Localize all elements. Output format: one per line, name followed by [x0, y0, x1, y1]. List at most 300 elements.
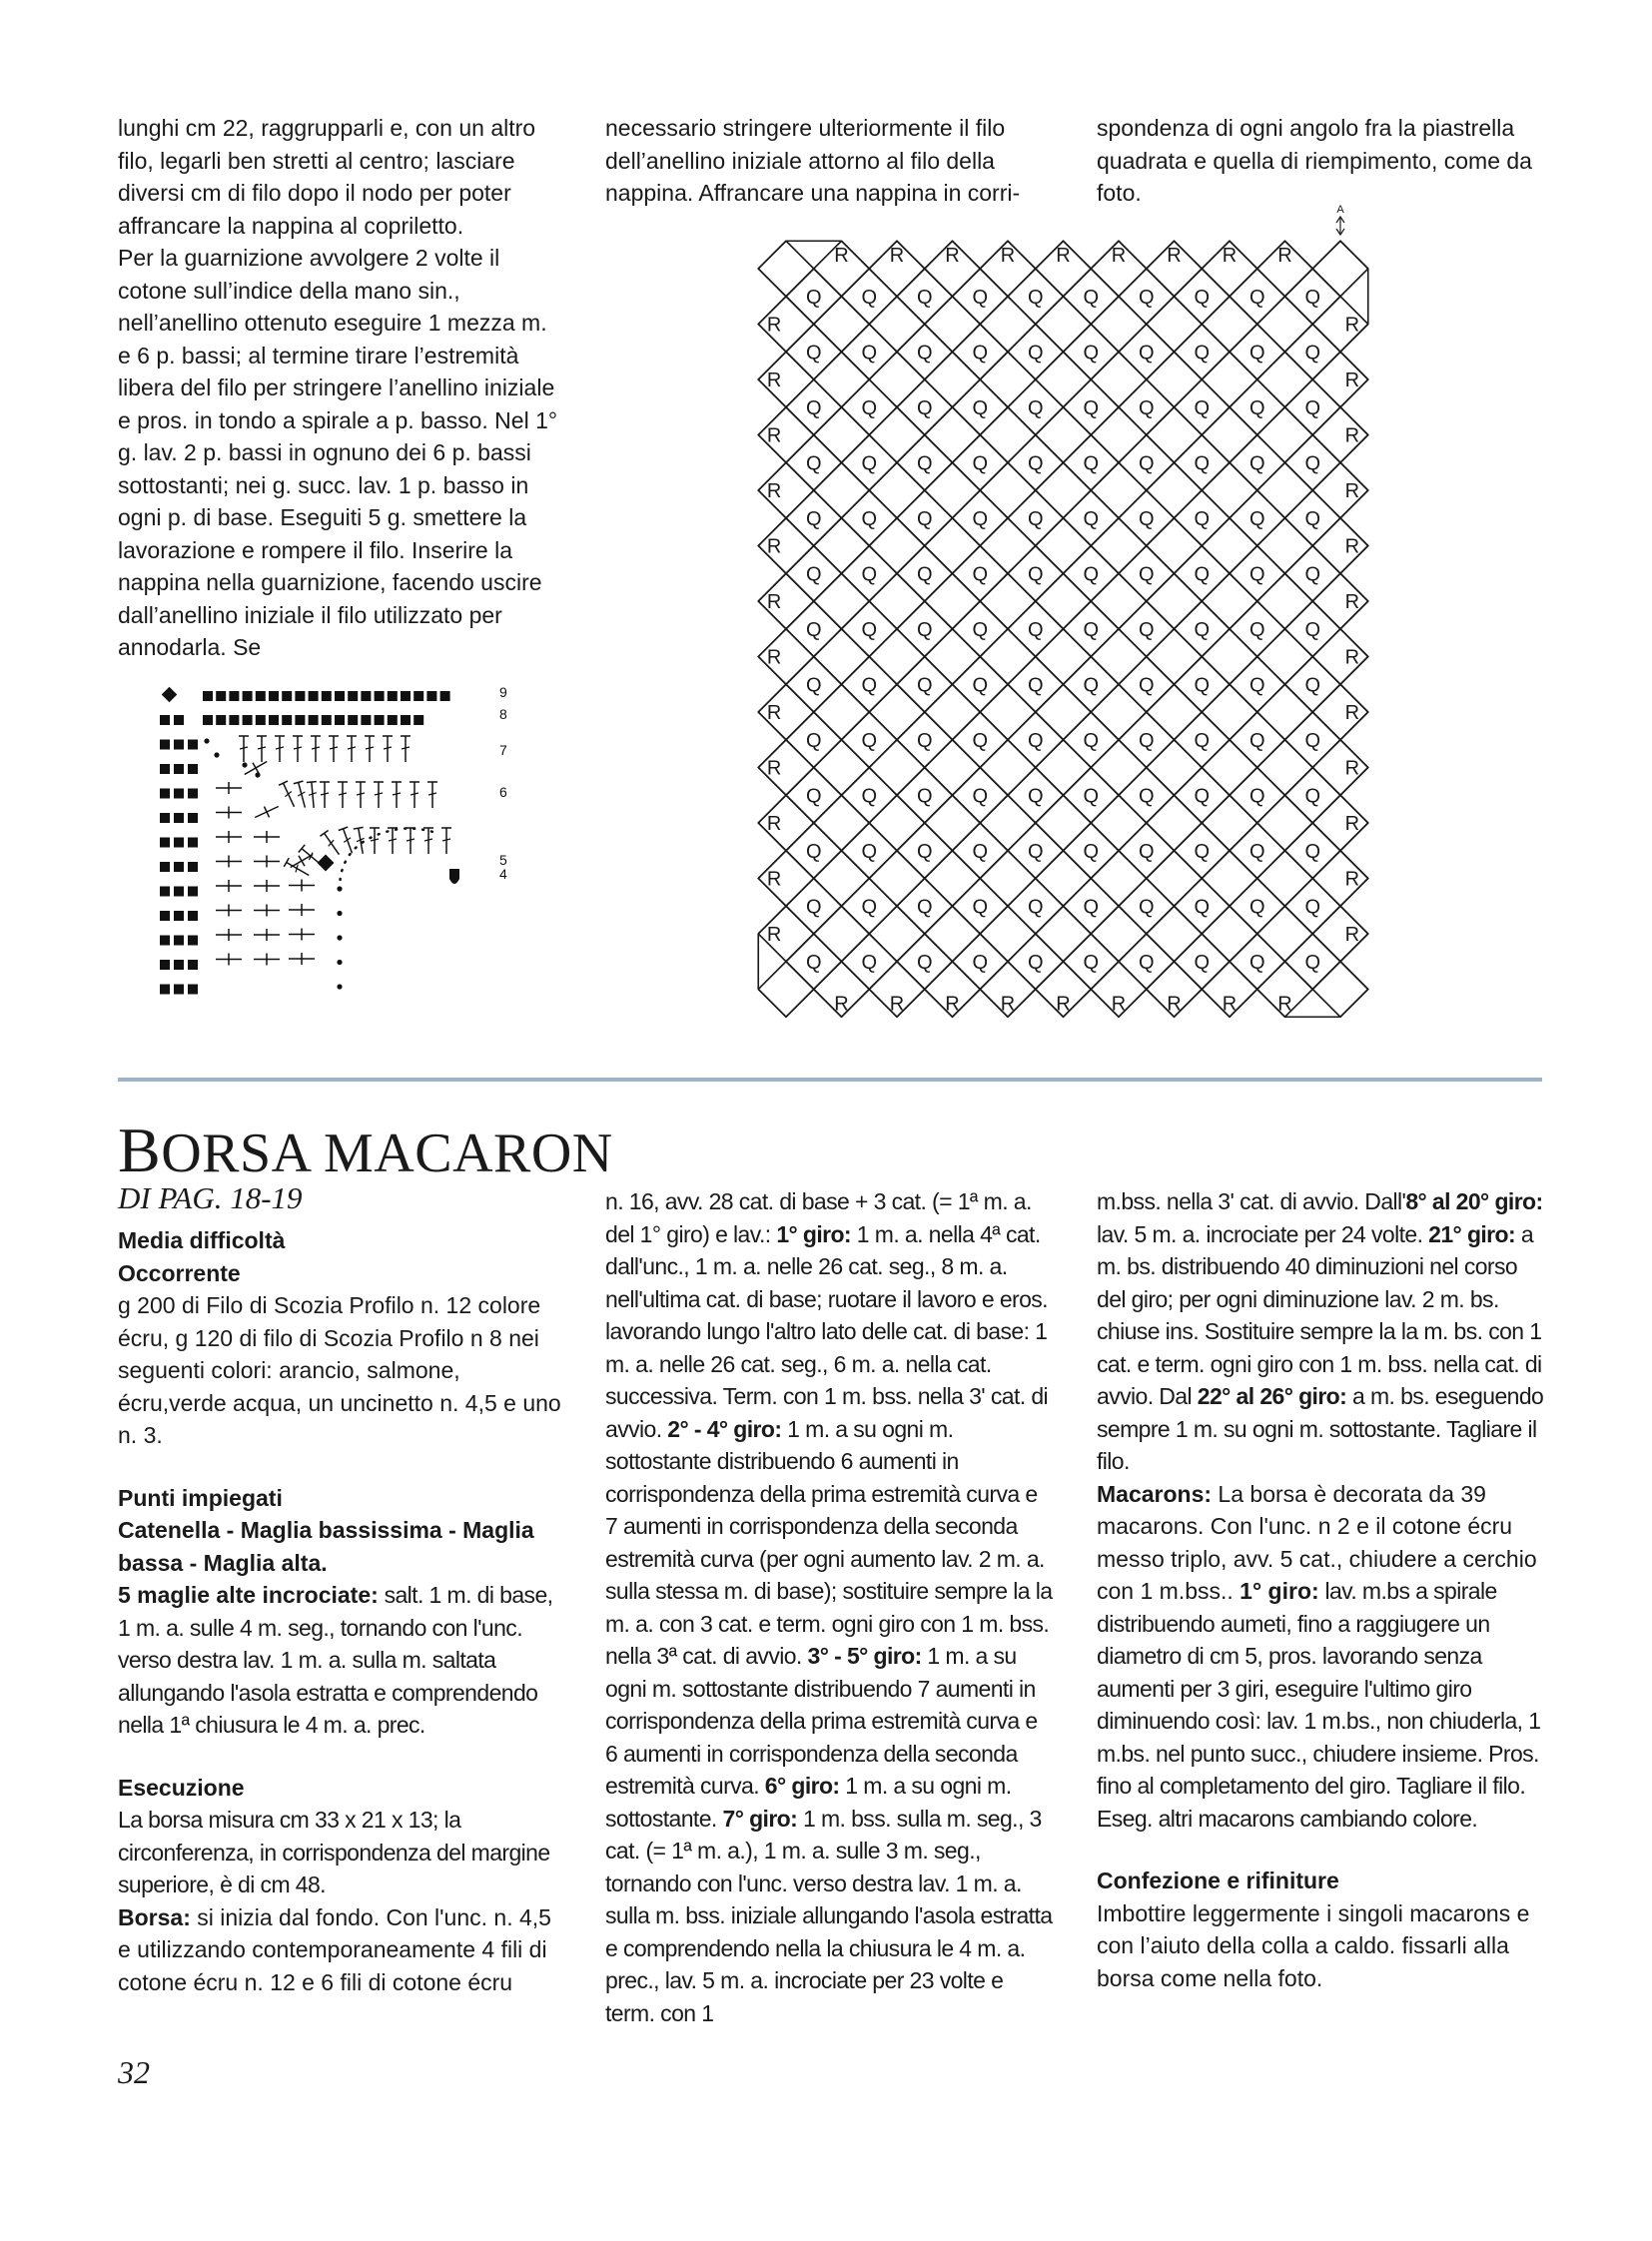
paragraph: Per la guarnizione avvolgere 2 volte il cotone sull’indice della mano sin., nell’anellino ottenuto eseguire 1 mezza m. e 6 p. bassi; al termine tirare l’estremità libera del filo per stringere l’anellino iniziale e pros. in tondo a spirale a p. basso. Nel 1° g. lav. 2 p. bassi in ognuno dei 6 p. bassi sottostanti; nei g. succ. lav. 1 p. basso in ogni p. di base. Eseguiti 5 g. smettere la lavorazione e rompere il filo. Inserire la nappina nella guarnizione, facendo uscire dall’anellino iniziale il filo utilizzato per annodarla. Se	[118, 245, 558, 660]
chain-stitch	[269, 691, 279, 701]
square-label: Q	[1027, 840, 1044, 863]
square-label: Q	[1248, 785, 1265, 808]
square-label: Q	[1304, 896, 1321, 919]
filler-label: R	[834, 245, 849, 268]
filler-label: R	[1344, 370, 1360, 391]
chain-stitch	[188, 960, 198, 970]
chain-stitch	[348, 715, 358, 725]
square-label: Q	[861, 951, 878, 974]
slip-stitch	[337, 935, 342, 940]
square-label: Q	[861, 342, 878, 365]
square-label: Q	[861, 452, 878, 475]
treble-stitch	[441, 828, 451, 854]
square-label: Q	[1083, 674, 1100, 697]
square-label: Q	[1027, 507, 1044, 530]
single-crochet	[216, 831, 242, 843]
chain-stitch	[174, 789, 184, 799]
needed-text: g 200 di Filo di Scozia Profilo n. 12 colore écru, g 120 di filo di Scozia Profilo n 8 nei seguenti colori: arancio, salmone, écru,verde acqua, un uncinetto n. 4,5 e uno n. 3.	[118, 1292, 561, 1448]
grid-line	[1340, 241, 1368, 269]
square-label: Q	[1138, 840, 1155, 863]
square-label: Q	[1194, 729, 1211, 752]
treble-stitch	[284, 858, 312, 880]
bottom-column-1	[118, 1224, 562, 1998]
square-label: Q	[1083, 452, 1100, 475]
square-label: Q	[1248, 618, 1265, 641]
chain-stitch	[269, 715, 279, 725]
single-crochet	[216, 954, 242, 966]
top-column-1	[118, 112, 562, 664]
chain-stitch	[426, 691, 436, 701]
square-label: Q	[805, 618, 822, 641]
treble-stitch	[370, 828, 380, 854]
chain-stitch	[188, 936, 198, 946]
chain-stitch	[295, 715, 305, 725]
filler-label: R	[1167, 993, 1182, 1016]
square-label: Q	[805, 785, 822, 808]
macarons: Macarons: La borsa è decorata da 39 macarons. Con l'unc. n 2 e il cotone écru messo triplo, avv. 5 cat., chiudere a cerchio con 1 m.bss.. 1° giro: lav. m.bs a spirale distribuendo aumeti, fino a raggiugere un diametro di cm 5, pros. lavorando senza aumenti per 3 giri, eseguire l'ultimo giro diminuendo così: lav. 1 m.bs., non chiuderla, 1 m.bs. nel punto succ., chiudere insieme. Pros. fino al completamento del giro. Tagliare il filo. Eseg. altri macarons cambiando colore.	[1097, 1480, 1541, 1832]
instructions: m.bss. nella 3' cat. di avvio. Dall'8° al 20° giro: lav. 5 m. a. incrociate per 24 volte. 21° giro: a m. bs. distribuendo 40 diminuzioni nel corso del giro; per ogni diminuzione lav. 2 m. bs. chiuse ins. Sostituire sempre la la m. bs. con 1 cat. e term. ogni giro con 1 m. bss. nella cat. di avvio. Dal 22° al 26° giro: a m. bs. eseguendo sempre 1 m. su ogni m. sottostante. Tagliare il filo.	[1097, 1188, 1544, 1474]
square-label: Q	[1194, 396, 1211, 419]
square-label: Q	[1194, 342, 1211, 365]
chain-stitch	[413, 715, 423, 725]
bag-text: Borsa: si inizia dal fondo. Con l'unc. n. 4,5 e utilizzando contemporaneamente 4 fili di cotone écru n. 12 e 6 fili di cotone écru	[118, 1903, 551, 1995]
square-label: Q	[1248, 342, 1265, 365]
chain-stitch	[375, 691, 385, 701]
filler-label: R	[1222, 245, 1238, 268]
square-label: Q	[1138, 452, 1155, 475]
slip-stitch	[255, 772, 260, 777]
square-label: Q	[972, 674, 989, 697]
square-label: Q	[916, 896, 933, 919]
row-label: 6	[499, 784, 507, 800]
diamond-layout-grid	[719, 205, 1398, 1044]
square-label: Q	[916, 674, 933, 697]
filler-label: R	[834, 993, 849, 1016]
filler-label: R	[1344, 591, 1360, 613]
square-label: Q	[1248, 951, 1265, 974]
square-label: Q	[1138, 618, 1155, 641]
filler-label: R	[1000, 245, 1016, 268]
paragraph: spondenza di ogni angolo fra la piastrella quadrata e quella di riempimento, come da foto.	[1097, 115, 1532, 206]
square-label: Q	[861, 396, 878, 419]
single-crochet	[216, 782, 242, 794]
single-crochet	[288, 849, 317, 872]
top-column-3	[1097, 112, 1544, 210]
chain-stitch	[188, 911, 198, 921]
square-label: Q	[1138, 896, 1155, 919]
square-label: Q	[861, 563, 878, 586]
grid-line	[786, 990, 814, 1018]
chain-stitch	[174, 813, 184, 823]
filler-label: R	[1277, 993, 1292, 1016]
chain-stitch	[160, 936, 170, 946]
cross-stitch: 5 maglie alte incrociate: salt. 1 m. di base, 1 m. a. sulle 4 m. seg., tornando con l'unc. verso destra lav. 1 m. a. sulla m. saltata allungando l'asola estratta e comprendendo nella 1ª chiusura le 4 m. a. prec.	[118, 1582, 553, 1738]
finish-text: Imbottire leggermente i singoli macarons e con l’aiuto della colla a caldo. fissarli alla borsa come nella foto.	[1097, 1899, 1530, 1991]
square-label: Q	[1083, 563, 1100, 586]
square-label: Q	[861, 840, 878, 863]
square-label: Q	[1248, 563, 1265, 586]
instructions: n. 16, avv. 28 cat. di base + 3 cat. (= 1ª m. a. del 1° giro) e lav.: 1° giro: 1 m. a. nella 4ª cat. dall'unc., 1 m. a. nelle 26 cat. seg., 8 m. a. nell'ultima cat. di base; ruotare il lavoro e eros. lavorando lungo l'altro lato delle cat. di base: 1 m. a. nelle 26 cat. seg., 6 m. a. nella cat. successiva. Term. con 1 m. bss. nella 3' cat. di avvio. 2° - 4° giro: 1 m. a su ogni m. sottostante distribuendo 6 aumenti in corrispondenza della prima estremità curva e 7 aumenti in corrispondenza della seconda estremità curva (per ogni aumento lav. 2 m. a. sulla stessa m. di base); sostituire sempre la la m. a. con 3 cat. e term. ogni giro con 1 m. bss. nella 3ª cat. di avvio. 3° - 5° giro: 1 m. a su ogni m. sottostante distribuendo 7 aumenti in corrispondenza della prima estremità curva e 6 aumenti in corrispondenza della seconda estremità curva. 6° giro: 1 m. a su ogni m. sottostante. 7° giro: 1 m. bss. sulla m. seg., 3 cat. (= 1ª m. a.), 1 m. a. sulle 3 m. seg., tornando con l'unc. verso destra lav. 1 m. a. sulla m. bss. iniziale allungando l'asola estratta e comprendendo nella la chiusura le 4 m. a. prec., lav. 5 m. a. incrociate per 23 volte e term. con 1	[605, 1188, 1053, 2026]
square-label: Q	[861, 507, 878, 530]
square-label: Q	[861, 785, 878, 808]
chain-stitch	[188, 813, 198, 823]
row-label: 8	[499, 706, 507, 722]
square-label: Q	[1304, 729, 1321, 752]
filler-label: R	[766, 646, 782, 669]
square-label: Q	[1194, 896, 1211, 919]
square-label: Q	[1138, 507, 1155, 530]
square-label: Q	[1027, 563, 1044, 586]
square-label: Q	[1248, 396, 1265, 419]
chain-stitch	[203, 691, 213, 701]
square-label: Q	[1083, 507, 1100, 530]
slip-stitch	[214, 752, 219, 757]
treble-stitch	[356, 782, 366, 808]
filler-label: R	[1111, 993, 1127, 1016]
square-label: Q	[1304, 286, 1321, 309]
filler-label: R	[1344, 702, 1360, 724]
single-crochet	[216, 880, 242, 892]
square-label: Q	[1083, 286, 1100, 309]
section-divider	[118, 1078, 1542, 1082]
bottom-column-2	[605, 1185, 1053, 2029]
chain-stitch	[160, 985, 170, 995]
single-crochet	[216, 856, 242, 868]
article-subtitle: DI PAG. 18-19	[118, 1180, 303, 1215]
filler-label: R	[766, 535, 782, 558]
filler-label: R	[1344, 757, 1360, 780]
chain-stitch	[309, 715, 319, 725]
chain-stitch	[361, 691, 371, 701]
treble-stitch	[406, 828, 415, 854]
end-stitch	[449, 869, 459, 884]
square-label: Q	[916, 951, 933, 974]
square-label: Q	[1304, 342, 1321, 365]
square-label: Q	[805, 342, 822, 365]
square-label: Q	[1194, 951, 1211, 974]
grid-line	[1312, 241, 1340, 269]
chain-stitch	[401, 715, 411, 725]
treble-stitch	[338, 782, 348, 808]
square-label: Q	[972, 896, 989, 919]
start-stitch	[162, 687, 178, 703]
square-label: Q	[1083, 342, 1100, 365]
chain-stitch	[174, 985, 184, 995]
exec-heading: Esecuzione	[118, 1774, 245, 1801]
square-label: Q	[1027, 674, 1044, 697]
slip-stitch	[337, 960, 342, 965]
square-label: Q	[805, 674, 822, 697]
chain-stitch	[160, 960, 170, 970]
chain-stitch	[188, 789, 198, 799]
filler-label: R	[1344, 868, 1360, 891]
square-label: Q	[1194, 507, 1211, 530]
square-label: Q	[1083, 618, 1100, 641]
square-label: Q	[1248, 286, 1265, 309]
grid-line	[758, 990, 786, 1018]
single-crochet	[254, 954, 280, 966]
page-number: 32	[118, 2054, 150, 2090]
grid-line	[1312, 990, 1340, 1018]
square-label: Q	[1248, 840, 1265, 863]
square-label: Q	[972, 618, 989, 641]
single-crochet	[254, 831, 280, 843]
chain-stitch	[229, 715, 239, 725]
treble-stitch	[427, 782, 437, 808]
treble-stitch	[239, 736, 249, 762]
filler-label: R	[889, 245, 905, 268]
join-stitch	[318, 855, 335, 872]
slip-stitch	[242, 762, 247, 767]
square-label: Q	[805, 840, 822, 863]
square-label: Q	[1138, 563, 1155, 586]
paragraph: necessario stringere ulteriormente il filo dell’anellino iniziale attorno al filo della nappina. Affrancare una nappina in corri-	[605, 115, 1021, 206]
square-label: Q	[1304, 452, 1321, 475]
square-label: Q	[861, 729, 878, 752]
chain-stitch	[160, 715, 170, 725]
square-label: Q	[1083, 840, 1100, 863]
crochet-chart	[150, 679, 549, 1039]
filler-label: R	[766, 702, 782, 724]
treble-stitch	[311, 736, 321, 762]
treble-stitch	[279, 781, 299, 809]
square-label: Q	[1138, 729, 1155, 752]
square-label: Q	[1248, 674, 1265, 697]
chain-stitch	[188, 985, 198, 995]
single-crochet	[216, 807, 242, 819]
grid-line	[758, 269, 786, 297]
filler-label: R	[766, 314, 782, 337]
treble-stitch	[294, 781, 310, 809]
square-label: Q	[1083, 729, 1100, 752]
square-label: Q	[1083, 896, 1100, 919]
treble-stitch	[365, 736, 375, 762]
square-label: Q	[1304, 674, 1321, 697]
square-label: Q	[805, 563, 822, 586]
chain-stitch	[174, 911, 184, 921]
slip-stitch-arc	[340, 829, 439, 889]
square-label: Q	[1027, 396, 1044, 419]
square-label: Q	[805, 729, 822, 752]
exec-text: La borsa misura cm 33 x 21 x 13; la circonferenza, in corrispondenza del margine superiore, è di cm 48.	[118, 1807, 550, 1897]
chain-stitch	[282, 691, 292, 701]
square-label: Q	[1194, 452, 1211, 475]
filler-label: R	[766, 370, 782, 391]
square-label: Q	[1248, 896, 1265, 919]
square-label: Q	[916, 840, 933, 863]
stitches-list: Catenella - Maglia bassissima - Maglia bassa - Maglia alta.	[118, 1517, 534, 1576]
filler-label: R	[945, 245, 960, 268]
treble-stitch	[354, 827, 368, 854]
square-label: Q	[805, 896, 822, 919]
difficulty: Media difficoltà	[118, 1227, 286, 1253]
square-label: Q	[861, 896, 878, 919]
square-label: Q	[972, 563, 989, 586]
chain-stitch	[160, 740, 170, 750]
chain-stitch	[388, 691, 398, 701]
single-crochet	[289, 929, 315, 941]
bottom-column-3	[1097, 1185, 1544, 1994]
square-label: Q	[916, 342, 933, 365]
chain-stitch	[174, 715, 184, 725]
single-crochet	[216, 929, 242, 941]
square-label: Q	[1138, 951, 1155, 974]
square-label: Q	[1027, 342, 1044, 365]
treble-stitch	[383, 736, 393, 762]
treble-stitch	[320, 830, 343, 857]
filler-label: R	[1344, 314, 1360, 337]
chain-stitch	[188, 740, 198, 750]
square-label: Q	[805, 286, 822, 309]
top-column-2	[605, 112, 1053, 210]
square-label: Q	[805, 452, 822, 475]
chain-stitch	[216, 715, 226, 725]
square-label: Q	[972, 452, 989, 475]
square-label: Q	[972, 785, 989, 808]
square-label: Q	[1194, 563, 1211, 586]
grid-line	[1340, 962, 1368, 990]
treble-stitch	[374, 782, 384, 808]
square-label: Q	[1304, 563, 1321, 586]
treble-stitch	[293, 736, 303, 762]
square-label: Q	[916, 452, 933, 475]
square-label: Q	[972, 342, 989, 365]
square-label: Q	[805, 396, 822, 419]
slip-stitch	[337, 911, 342, 916]
single-crochet	[216, 905, 242, 917]
square-label: Q	[1083, 785, 1100, 808]
single-crochet	[289, 904, 315, 916]
treble-stitch	[401, 736, 411, 762]
slip-stitch	[204, 738, 209, 743]
chain-stitch	[188, 862, 198, 872]
square-label: Q	[1138, 785, 1155, 808]
filler-label: R	[766, 813, 782, 835]
square-label: Q	[1138, 342, 1155, 365]
chain-stitch	[188, 887, 198, 897]
filler-label: R	[1056, 993, 1071, 1016]
single-crochet	[254, 880, 280, 892]
square-label: Q	[861, 618, 878, 641]
filler-label: R	[1344, 424, 1360, 447]
treble-stitch	[275, 736, 285, 762]
treble-stitch	[339, 827, 357, 855]
filler-label: R	[1000, 993, 1016, 1016]
filler-label: R	[1344, 535, 1360, 558]
chain-stitch	[282, 715, 292, 725]
treble-stitch	[257, 736, 267, 762]
square-label: Q	[1027, 896, 1044, 919]
filler-label: R	[1277, 245, 1292, 268]
square-label: Q	[916, 286, 933, 309]
chain-stitch	[160, 911, 170, 921]
square-label: Q	[1027, 452, 1044, 475]
chain-stitch	[160, 789, 170, 799]
treble-stitch	[347, 736, 357, 762]
filler-label: R	[1344, 924, 1360, 946]
chain-stitch	[322, 691, 332, 701]
chain-stitch	[361, 715, 371, 725]
filler-label: R	[766, 591, 782, 613]
chain-stitch	[335, 715, 345, 725]
square-label: Q	[1083, 951, 1100, 974]
treble-stitch	[392, 782, 402, 808]
filler-label: R	[1344, 646, 1360, 669]
chain-stitch	[188, 764, 198, 774]
single-crochet	[289, 880, 315, 892]
square-label: Q	[1248, 452, 1265, 475]
chain-stitch	[188, 838, 198, 848]
chain-stitch	[322, 715, 332, 725]
chain-stitch	[174, 960, 184, 970]
treble-stitch	[320, 782, 330, 808]
chain-stitch	[388, 715, 398, 725]
square-label: Q	[1194, 674, 1211, 697]
square-label: Q	[1304, 396, 1321, 419]
chain-stitch	[348, 691, 358, 701]
chain-stitch	[160, 862, 170, 872]
filler-label: R	[766, 424, 782, 447]
square-label: Q	[1304, 951, 1321, 974]
square-label: Q	[805, 951, 822, 974]
chain-stitch	[243, 715, 253, 725]
square-label: Q	[972, 951, 989, 974]
finish-heading: Confezione e rifiniture	[1097, 1868, 1339, 1893]
chain-stitch	[295, 691, 305, 701]
square-label: Q	[972, 507, 989, 530]
square-label: Q	[916, 618, 933, 641]
square-label: Q	[1248, 507, 1265, 530]
chain-stitch	[256, 715, 266, 725]
filler-label: R	[1111, 245, 1127, 268]
single-crochet	[253, 801, 282, 823]
chain-stitch	[174, 862, 184, 872]
square-label: Q	[916, 396, 933, 419]
single-crochet	[289, 953, 315, 965]
chain-stitch	[440, 691, 450, 701]
treble-stitch	[307, 782, 319, 809]
chain-stitch	[216, 691, 226, 701]
chain-stitch	[174, 764, 184, 774]
square-label: Q	[916, 729, 933, 752]
square-label: Q	[805, 507, 822, 530]
grid-line	[758, 241, 786, 269]
filler-label: R	[1344, 813, 1360, 835]
square-label: Q	[972, 396, 989, 419]
grid-line	[786, 241, 814, 269]
square-label: Q	[1138, 674, 1155, 697]
needed-heading: Occorrente	[118, 1259, 241, 1286]
square-label: Q	[1194, 618, 1211, 641]
filler-label: R	[766, 868, 782, 891]
square-label: Q	[1083, 396, 1100, 419]
square-label: Q	[1138, 286, 1155, 309]
square-label: Q	[972, 840, 989, 863]
arrow-label: A	[1336, 205, 1344, 216]
chain-stitch	[174, 740, 184, 750]
filler-label: R	[1167, 245, 1182, 268]
square-label: Q	[1027, 951, 1044, 974]
chain-stitch	[375, 715, 385, 725]
square-label: Q	[972, 286, 989, 309]
filler-label: R	[889, 993, 905, 1016]
filler-label: R	[1222, 993, 1238, 1016]
grid-line	[758, 962, 786, 990]
filler-label: R	[766, 924, 782, 946]
square-label: Q	[1304, 507, 1321, 530]
row-label: 7	[499, 742, 507, 758]
square-label: Q	[1138, 396, 1155, 419]
